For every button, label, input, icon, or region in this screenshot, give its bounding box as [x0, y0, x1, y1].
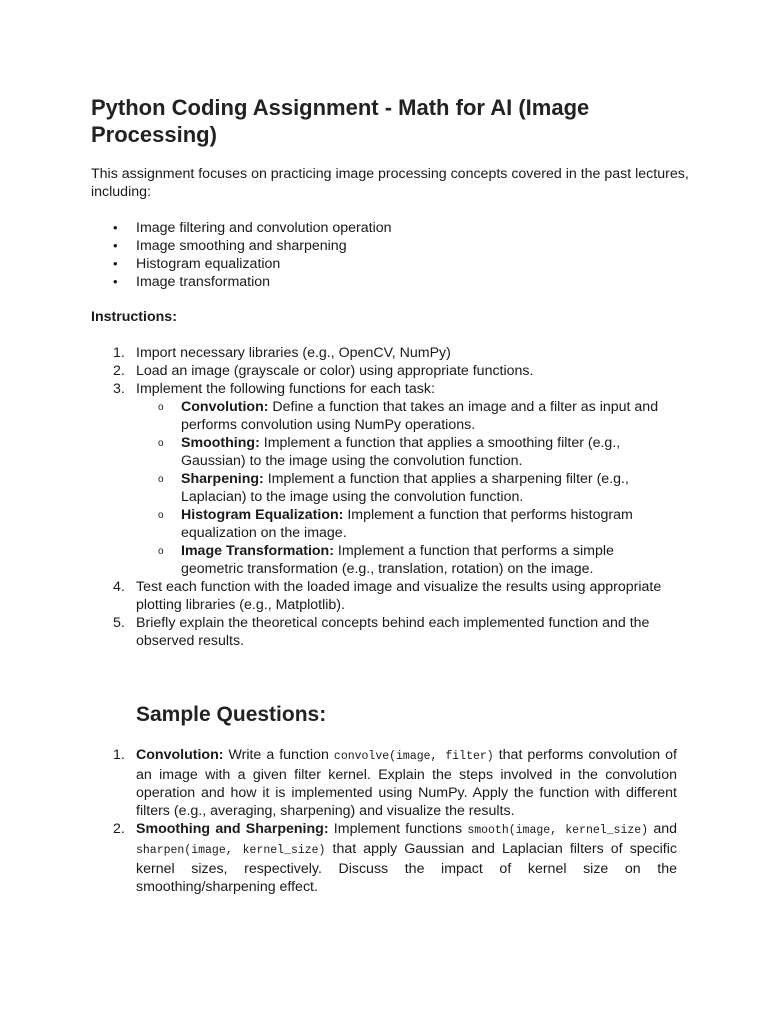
instructions-list: [91, 344, 671, 650]
task-text: Implement a function that performs a simple geometric transformation (e.g., translation, rotation) on the image.: [181, 543, 614, 577]
task-label: Image Transformation:: [181, 543, 334, 559]
code-snippet: smooth(image, kernel_size): [467, 824, 649, 837]
task-label: Histogram Equalization:: [181, 507, 344, 523]
sample-questions-list: [91, 746, 677, 896]
question-number: 1.: [113, 747, 125, 763]
step-number: 5.: [113, 615, 125, 631]
question-text: that performs convolution of an image with a given filter kernel. Explain the steps involved in the convolution operation and how it is implemented using NumPy. Apply the function with different filters (e.g., averaging, sharpening) and visualize the results.: [136, 747, 677, 819]
task-text: Implement a function that applies a sharpening filter (e.g., Laplacian) to the image using the convolution function.: [181, 471, 629, 505]
question-text: that apply Gaussian and Laplacian filters of specific kernel sizes, respectively. Discuss the impact of kernel size on the smoothing/sharpening effect.: [136, 841, 677, 895]
list-item: • Image transformation: [91, 273, 691, 291]
task-label: Smoothing:: [181, 435, 260, 451]
intro-paragraph: This assignment focuses on practicing image processing concepts covered in the past lectures, including:: [91, 166, 689, 200]
step-text: Test each function with the loaded image and visualize the results using appropriate plotting libraries (e.g., Matplotlib).: [136, 579, 662, 613]
task-item: [136, 434, 671, 470]
step-item: [91, 344, 671, 362]
list-item: • Histogram equalization: [91, 255, 691, 273]
task-label: Sharpening:: [181, 471, 264, 487]
question-number: 2.: [113, 821, 125, 837]
sample-questions-heading: Sample Questions:: [136, 703, 327, 726]
step-text: Implement the following functions for each task:: [136, 381, 435, 397]
step-item: [91, 614, 671, 650]
task-text: Implement a function that performs histogram equalization on the image.: [181, 507, 633, 541]
list-item: • Image smoothing and sharpening: [91, 237, 691, 255]
instructions-heading: Instructions:: [91, 309, 177, 325]
code-snippet: convolve(image, filter): [333, 750, 494, 763]
question-label: Smoothing and Sharpening:: [136, 821, 329, 837]
step-number: 1.: [113, 345, 125, 361]
list-item: • Image filtering and convolution operation: [91, 219, 691, 237]
question-item: [91, 746, 677, 820]
tasks-sublist: [136, 398, 671, 578]
question-item: [91, 820, 677, 896]
question-text: and: [648, 821, 677, 837]
step-item: [91, 362, 671, 380]
code-snippet: sharpen(image, kernel_size): [136, 844, 326, 857]
task-text: Define a function that takes an image and a filter as input and performs convolution using NumPy operations.: [181, 399, 659, 433]
task-item: [136, 506, 671, 542]
step-item: [91, 380, 671, 578]
step-text: Briefly explain the theoretical concepts behind each implemented function and the observed results.: [136, 615, 650, 649]
task-label: Convolution:: [181, 399, 269, 415]
task-text: Implement a function that applies a smoothing filter (e.g., Gaussian) to the image using the convolution function.: [181, 435, 621, 469]
step-text: Import necessary libraries (e.g., OpenCV, NumPy): [136, 345, 451, 361]
question-label: Convolution:: [136, 747, 224, 763]
page-title: Python Coding Assignment - Math for AI (Image Processing): [91, 95, 590, 147]
step-number: 2.: [113, 363, 125, 379]
task-item: [136, 470, 671, 506]
task-item: [136, 398, 671, 434]
question-text: Implement functions: [328, 821, 468, 837]
question-text: Write a function: [223, 747, 334, 763]
step-text: Load an image (grayscale or color) using appropriate functions.: [136, 363, 534, 379]
step-item: [91, 578, 671, 614]
task-item: [136, 542, 671, 578]
step-number: 4.: [113, 579, 125, 595]
step-number: 3.: [113, 381, 125, 397]
topics-list: [91, 219, 691, 291]
